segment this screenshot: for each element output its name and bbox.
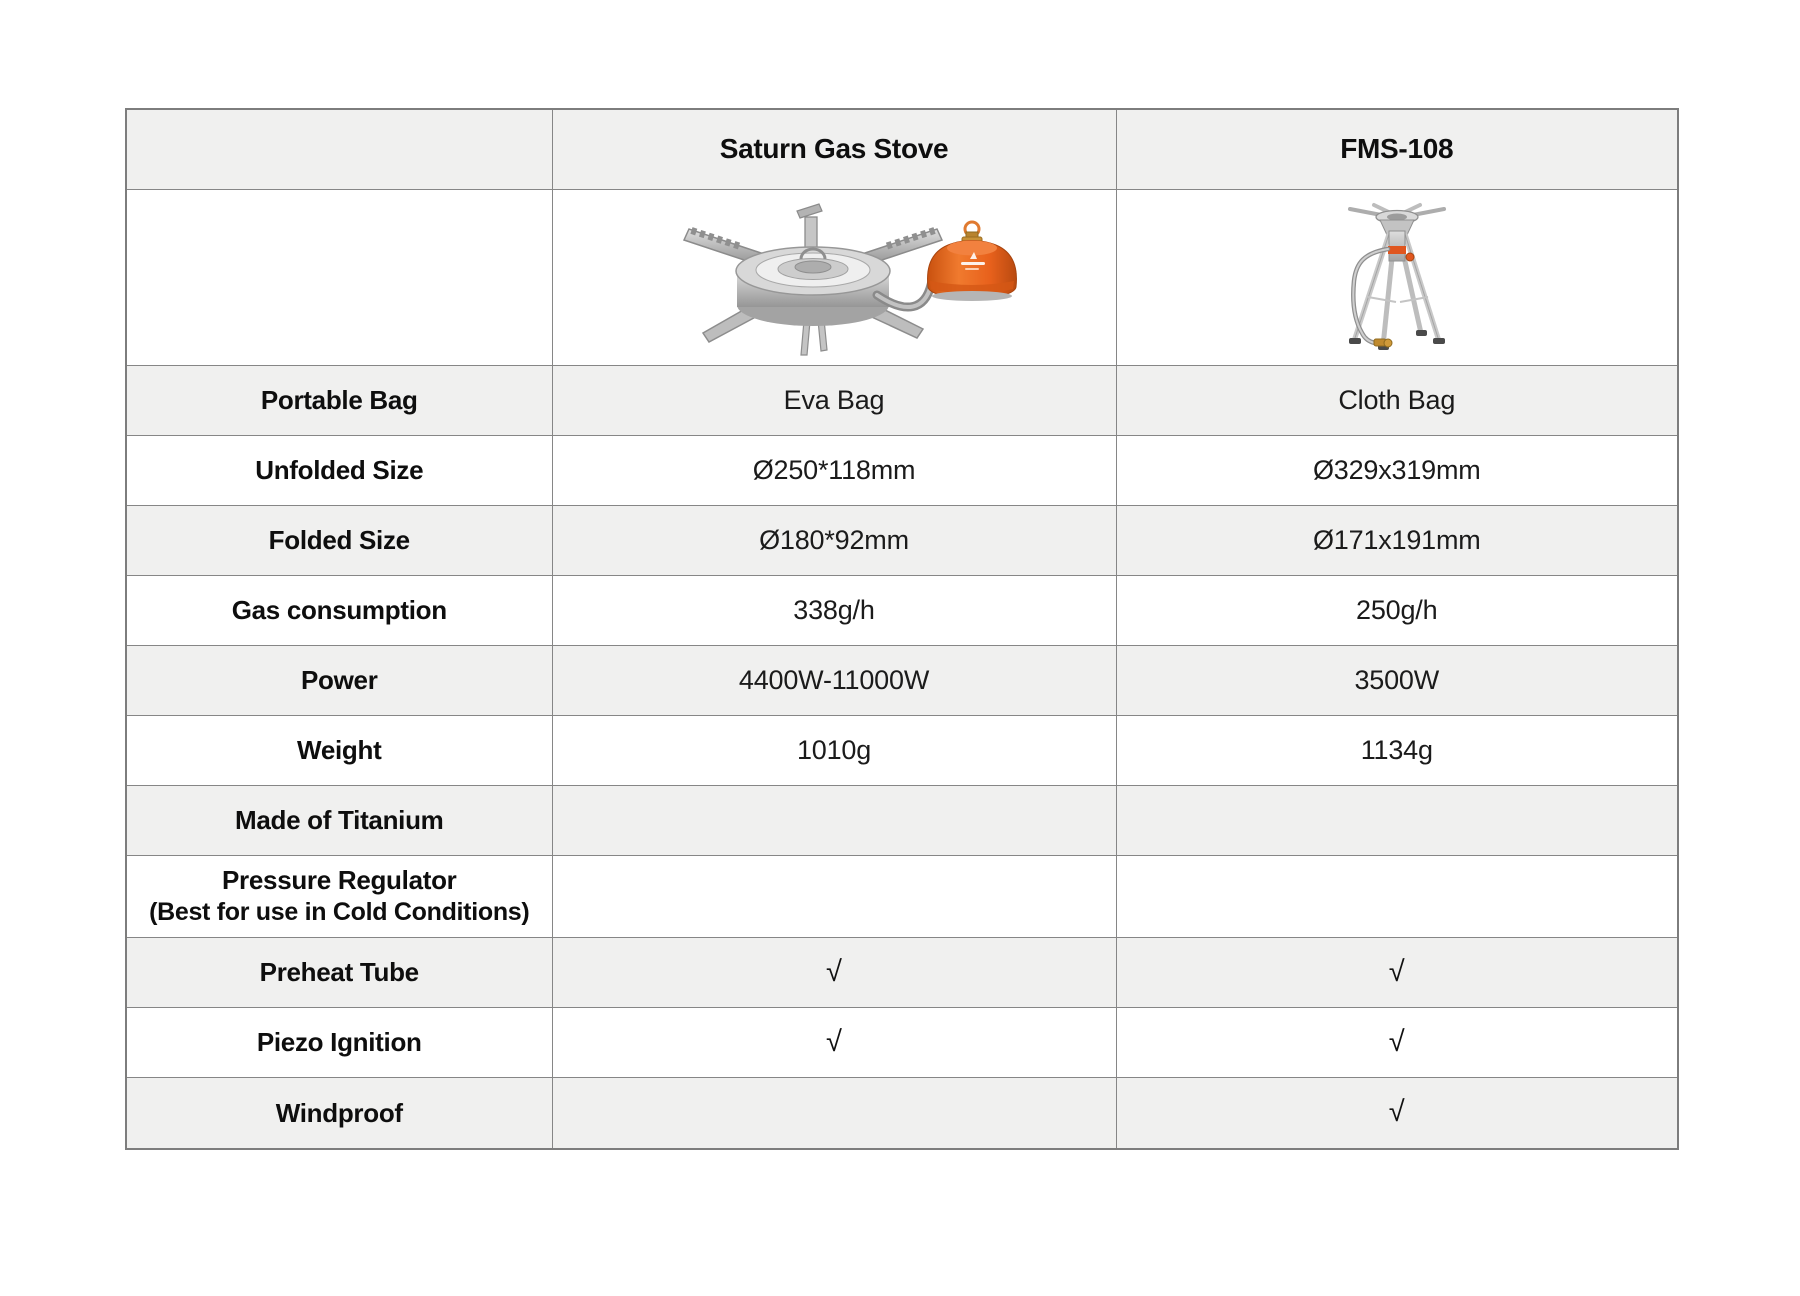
fms-check-mark: √ <box>1116 1077 1678 1149</box>
fms-value <box>1116 785 1678 855</box>
fms-value: 3500W <box>1116 645 1678 715</box>
row-portable-bag <box>126 365 1678 435</box>
row-made-of-titanium <box>126 785 1678 855</box>
comparison-table <box>125 108 1679 1150</box>
row-gas-consumption <box>126 575 1678 645</box>
spec-label: Made of Titanium <box>126 785 552 855</box>
row-windproof <box>126 1077 1678 1149</box>
spec-label: Weight <box>126 715 552 785</box>
fms-check-mark: √ <box>1116 937 1678 1007</box>
fms-value: 1134g <box>1116 715 1678 785</box>
saturn-stove-product-image <box>643 197 1025 357</box>
row-folded-size <box>126 505 1678 575</box>
row-unfolded-size <box>126 435 1678 505</box>
header-row <box>126 109 1678 189</box>
saturn-value <box>552 855 1116 937</box>
header-cell-empty <box>126 109 552 189</box>
fms-stove-product-image <box>1338 201 1456 353</box>
saturn-value: Ø180*92mm <box>552 505 1116 575</box>
spec-label: Preheat Tube <box>126 937 552 1007</box>
spec-label: Gas consumption <box>126 575 552 645</box>
saturn-stove-image-cell <box>552 189 1116 365</box>
header-saturn-gas-stove: Saturn Gas Stove <box>552 109 1116 189</box>
spec-label-line2: (Best for use in Cold Conditions) <box>149 897 530 926</box>
spec-label <box>126 855 552 937</box>
fms-stove-image-cell <box>1116 189 1678 365</box>
row-piezo-ignition <box>126 1007 1678 1077</box>
fms-value: Ø171x191mm <box>1116 505 1678 575</box>
fms-value <box>1116 855 1678 937</box>
fms-check-mark: √ <box>1116 1007 1678 1077</box>
fms-value: 250g/h <box>1116 575 1678 645</box>
saturn-value: 1010g <box>552 715 1116 785</box>
spec-label: Power <box>126 645 552 715</box>
saturn-check-mark: √ <box>552 937 1116 1007</box>
spec-label: Piezo Ignition <box>126 1007 552 1077</box>
saturn-value: Ø250*118mm <box>552 435 1116 505</box>
spec-label: Portable Bag <box>126 365 552 435</box>
product-image-row <box>126 189 1678 365</box>
row-preheat-tube <box>126 937 1678 1007</box>
saturn-value <box>552 785 1116 855</box>
header-fms-108: FMS-108 <box>1116 109 1678 189</box>
spec-label-line1: Pressure Regulator <box>222 865 457 896</box>
spec-label: Unfolded Size <box>126 435 552 505</box>
row-power <box>126 645 1678 715</box>
saturn-value: 4400W-11000W <box>552 645 1116 715</box>
spec-label: Windproof <box>126 1077 552 1149</box>
fms-value: Cloth Bag <box>1116 365 1678 435</box>
fms-value: Ø329x319mm <box>1116 435 1678 505</box>
spec-label: Folded Size <box>126 505 552 575</box>
saturn-value: 338g/h <box>552 575 1116 645</box>
image-cell-empty <box>126 189 552 365</box>
saturn-check-mark <box>552 1077 1116 1149</box>
row-pressure-regulator <box>126 855 1678 937</box>
saturn-value: Eva Bag <box>552 365 1116 435</box>
saturn-check-mark: √ <box>552 1007 1116 1077</box>
row-weight <box>126 715 1678 785</box>
